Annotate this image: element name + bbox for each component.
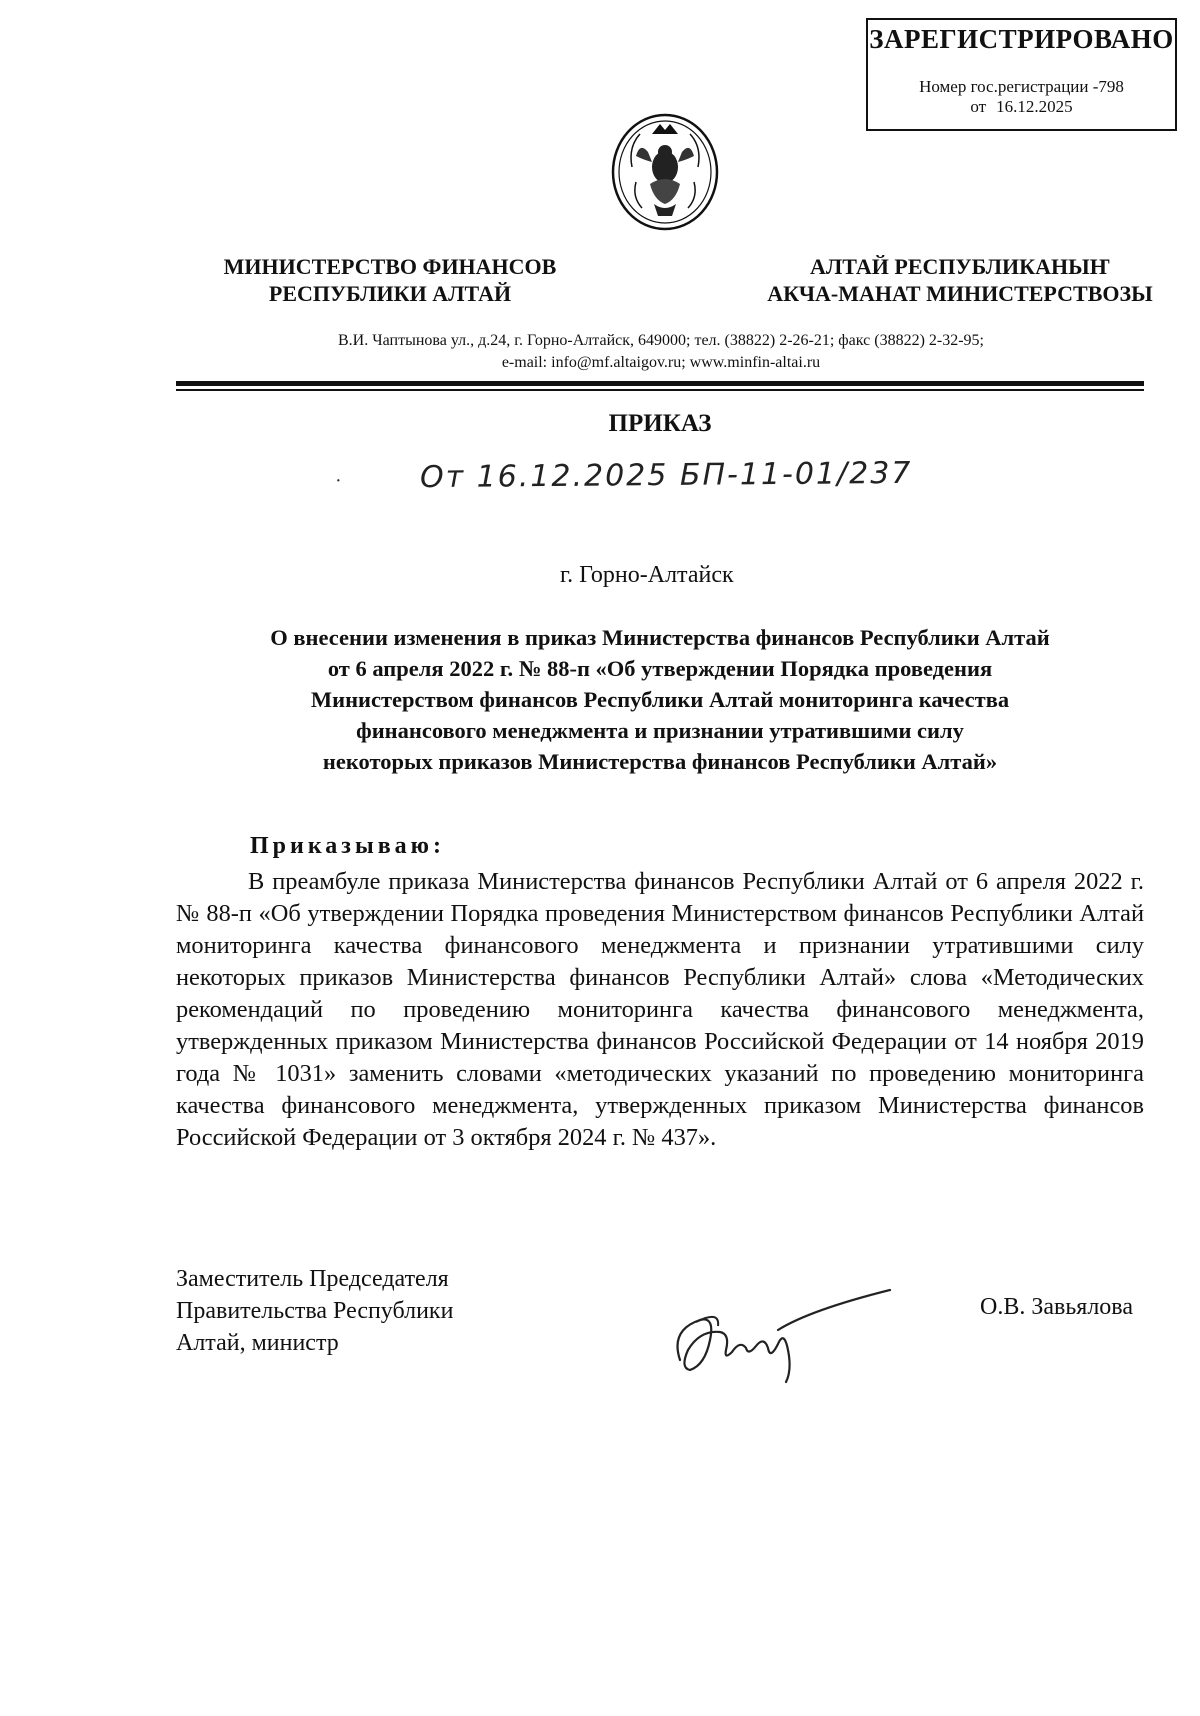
document-body: В преамбуле приказа Министерства финансов Республики Алтай от 6 апреля 2022 г. № 88-п «Об утверждении Порядка проведения Министерством финансов Республики Алтай мониторинга качества финансового менеджмента и признании утратившими силу некоторых приказов Министерства финансов Республики Алтай» слова «Методических рекомендаций по проведению мониторинга качества финансового менеджмента, утвержденных приказом Министерства финансов Российской Федерации от 14 ноября 2019 года № 1031» заменить словами «методических указаний по проведению мониторинга качества финансового менеджмента, утвержденных приказом Министерства финансов Российской Федерации от 3 октября 2024 г. № 437». — [176, 868, 1144, 1151]
header-divider-thin — [176, 389, 1144, 391]
subject-line: финансового менеджмента и признании утратившими силу — [356, 718, 964, 743]
handwritten-signature-icon — [660, 1270, 900, 1400]
stamp-reg-number: Номер гос.регистрации -798 — [919, 77, 1124, 96]
stamp-title: ЗАРЕГИСТРИРОВАНО — [869, 24, 1174, 54]
subject-line: О внесении изменения в приказ Министерства финансов Республики Алтай — [270, 625, 1050, 650]
address-line1: В.И. Чаптынова ул., д.24, г. Горно-Алтайск, 649000; тел. (38822) 2-26-21; факс (38822) 2-32-95; — [338, 332, 984, 349]
stamp-date-line — [868, 97, 1175, 117]
position-line1: Заместитель Председателя — [176, 1266, 449, 1292]
document-subject — [180, 622, 1140, 777]
subject-line: Министерством финансов Республики Алтай мониторинга качества — [310, 687, 1010, 712]
ministry-name-russian — [180, 253, 600, 307]
ministry-address — [176, 330, 1146, 374]
stamp-date-prefix: от — [970, 97, 987, 116]
handwritten-date-number: От 16.12.2025 БП-11-01/237 — [419, 455, 913, 496]
ministry-alt-line1: АЛТАЙ РЕСПУБЛИКАНЫҤ — [810, 254, 1110, 279]
document-type-title: ПРИКАЗ — [608, 410, 712, 437]
subject-line: некоторых приказов Министерства финансов Республики Алтай» — [322, 749, 998, 774]
position-line2: Правительства Республики — [176, 1298, 454, 1324]
ministry-ru-line1: МИНИСТЕРСТВО ФИНАНСОВ — [223, 254, 557, 279]
registration-stamp — [866, 18, 1177, 131]
document-city: г. Горно-Алтайск — [560, 562, 734, 588]
decorative-dot: · — [335, 470, 342, 492]
altai-coat-of-arms-icon — [610, 112, 720, 232]
header-divider-thick — [176, 381, 1144, 386]
ministry-ru-line2: РЕСПУБЛИКИ АЛТАЙ — [268, 281, 512, 306]
signer-name: О.В. Завьялова — [980, 1294, 1133, 1320]
address-line2: e-mail: info@mf.altaigov.ru; www.minfin-altai.ru — [501, 354, 821, 371]
signer-position — [176, 1263, 576, 1359]
ministry-alt-line2: АКЧА-МАНАТ МИНИСТЕРСТВОЗЫ — [767, 281, 1153, 306]
position-line3: Алтай, министр — [176, 1330, 339, 1356]
subject-line: от 6 апреля 2022 г. № 88-п «Об утверждении Порядка проведения — [327, 656, 993, 681]
order-word: Приказываю: — [250, 833, 445, 859]
ministry-name-altai — [740, 253, 1180, 307]
stamp-date: 16.12.2025 — [996, 97, 1073, 116]
